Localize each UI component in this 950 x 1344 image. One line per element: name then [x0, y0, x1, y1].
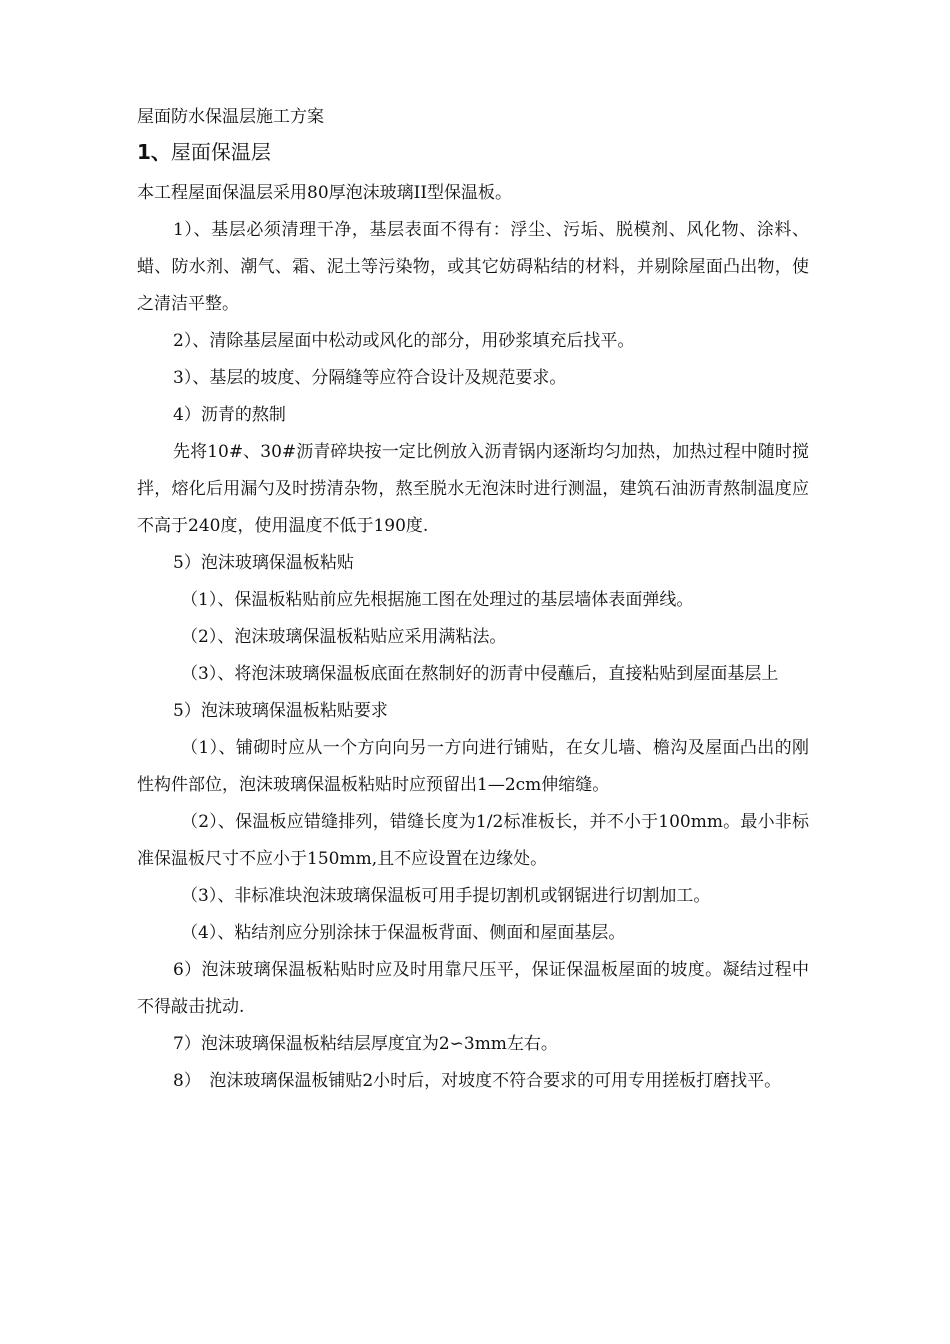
- paragraph-step-5-heading: 5）泡沫玻璃保温板粘贴: [173, 553, 354, 573]
- paragraph-requirement-2: （2）、保温板应错缝排列，错缝长度为1/2标准板长，并不小于100mm。最小非标准保温板尺寸不应小于150mm,且不应设置在边缘处。: [137, 812, 809, 869]
- paragraph-step-2: 2）、清除基层屋面中松动或风化的部分，用砂浆填充后找平。: [173, 331, 635, 351]
- paragraph-intro: 本工程屋面保温层采用80厚泡沫玻璃II型保温板。: [137, 183, 513, 203]
- paragraph-requirements-heading: 5）泡沫玻璃保温板粘贴要求: [173, 701, 388, 721]
- paragraph-step-8: 8） 泡沫玻璃保温板铺贴2小时后，对坡度不符合要求的可用专用搓板打磨找平。: [173, 1071, 782, 1091]
- section-heading: [137, 137, 809, 167]
- document-body: [137, 103, 809, 1100]
- paragraph-step-4-heading: 4）沥青的熬制: [173, 405, 286, 425]
- paragraph-requirement-3: （3）、非标准块泡沫玻璃保温板可用手提切割机或钢锯进行切割加工。: [181, 886, 711, 906]
- paragraph-step-7: 7）泡沫玻璃保温板粘结层厚度宜为2∽3mm左右。: [173, 1034, 558, 1054]
- paragraph-step-5-3: （3）、将泡沫玻璃保温板底面在熬制好的沥青中侵蘸后，直接粘贴到屋面基层上: [181, 664, 779, 684]
- paragraph-step-5-2: （2）、泡沫玻璃保温板粘贴应采用满粘法。: [181, 627, 507, 647]
- paragraph-step-6: 6）泡沫玻璃保温板粘贴时应及时用靠尺压平，保证保温板屋面的坡度。凝结过程中不得敲击扰动.: [137, 960, 809, 1017]
- paragraph-step-3: 3）、基层的坡度、分隔缝等应符合设计及规范要求。: [173, 368, 567, 388]
- paragraph-step-4-body: 先将10#、30#沥青碎块按一定比例放入沥青锅内逐渐均匀加热，加热过程中随时搅拌，熔化后用漏勺及时捞清杂物，熬至脱水无泡沫时进行测温，建筑石油沥青熬制温度应不高于240度，使用温度不低于190度.: [137, 442, 809, 536]
- paragraph-step-1: 1）、基层必须清理干净，基层表面不得有：浮尘、污垢、脱模剂、风化物、涂料、蜡、防水剂、潮气、霜、泥土等污染物，或其它妨碍粘结的材料，并剔除屋面凸出物，使之清洁平整。: [137, 220, 809, 314]
- paragraph-requirement-1: （1）、铺砌时应从一个方向向另一方向进行铺贴，在女儿墙、檐沟及屋面凸出的刚性构件部位，泡沫玻璃保温板粘贴时应预留出1—2cm伸缩缝。: [137, 738, 809, 795]
- document-title: 屋面防水保温层施工方案: [137, 107, 324, 127]
- paragraph-requirement-4: （4）、粘结剂应分别涂抹于保温板背面、侧面和屋面基层。: [181, 923, 626, 943]
- section-title: 屋面保温层: [170, 140, 271, 164]
- paragraph-step-5-1: （1）、保温板粘贴前应先根据施工图在处理过的基层墙体表面弹线。: [181, 590, 694, 610]
- section-number: 1、: [137, 140, 171, 164]
